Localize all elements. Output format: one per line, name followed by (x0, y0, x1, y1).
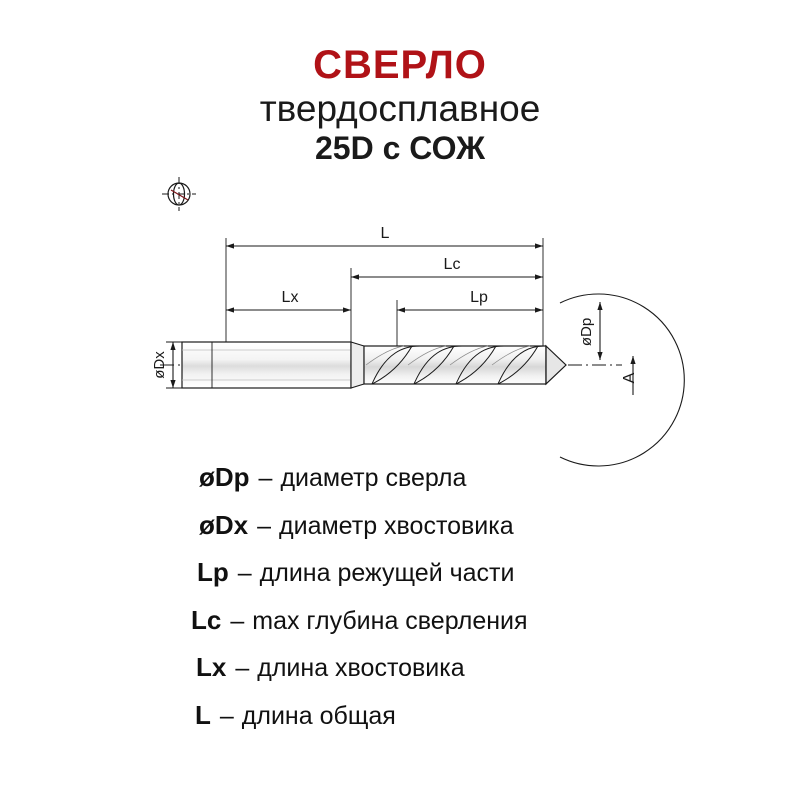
drill-neck (351, 342, 364, 388)
legend-item-lp (197, 557, 800, 588)
legend-item-lx (196, 652, 800, 683)
legend-symbol: Lc (191, 604, 222, 635)
legend-item-dp (199, 462, 800, 493)
dimension-label-Lx: Lx (281, 289, 299, 306)
dimension-Lp (397, 289, 543, 310)
legend-dash: – (258, 464, 273, 492)
dimension-label-Dp: øDp (578, 317, 595, 347)
drill-body (160, 342, 622, 388)
dimension-Dp (578, 302, 600, 360)
legend-description: длина хвостовика (257, 654, 465, 682)
legend-dash: – (235, 654, 250, 682)
dimension-Lc (351, 256, 543, 277)
dimension-L (226, 225, 543, 246)
page-subtitle: твердосплавное (259, 88, 541, 129)
dimension-label-A: A (621, 372, 638, 384)
legend-item-dx (199, 510, 800, 541)
legend-dash: – (219, 701, 234, 730)
title-block (0, 44, 800, 167)
legend-symbol: L (195, 699, 211, 730)
dimension-label-L: L (380, 225, 390, 242)
drill-flute-section (364, 346, 546, 384)
drill-shank (182, 342, 351, 388)
legend-symbol: øDp (199, 462, 250, 492)
legend-item-lc (191, 605, 800, 636)
legend-description: длина режущей части (259, 559, 515, 587)
technical-drawing (0, 160, 800, 480)
dimension-label-Dx: øDx (151, 351, 168, 379)
page-title: СВЕРЛО (313, 43, 487, 87)
page-subtitle-secondary: 25D с СОЖ (315, 130, 485, 167)
legend-dash: – (257, 511, 272, 540)
legend-description: max глубина сверления (252, 606, 528, 635)
legend-list (180, 462, 800, 747)
first-angle-projection-symbol (162, 177, 196, 211)
dimension-Lx (226, 289, 351, 310)
legend-description: длина общая (241, 701, 396, 730)
legend-dash: – (237, 559, 252, 587)
legend-symbol: Lp (197, 557, 229, 587)
legend-symbol: øDx (199, 509, 249, 540)
legend-symbol: Lx (196, 652, 227, 682)
legend-item-l (195, 700, 800, 731)
drill-tip (546, 346, 566, 384)
dimension-label-Lc: Lc (443, 256, 461, 273)
dimension-label-Lp: Lp (470, 289, 488, 306)
legend-dash: – (230, 606, 245, 635)
legend-description: диаметр хвостовика (279, 511, 514, 540)
legend-description: диаметр сверла (280, 464, 467, 492)
